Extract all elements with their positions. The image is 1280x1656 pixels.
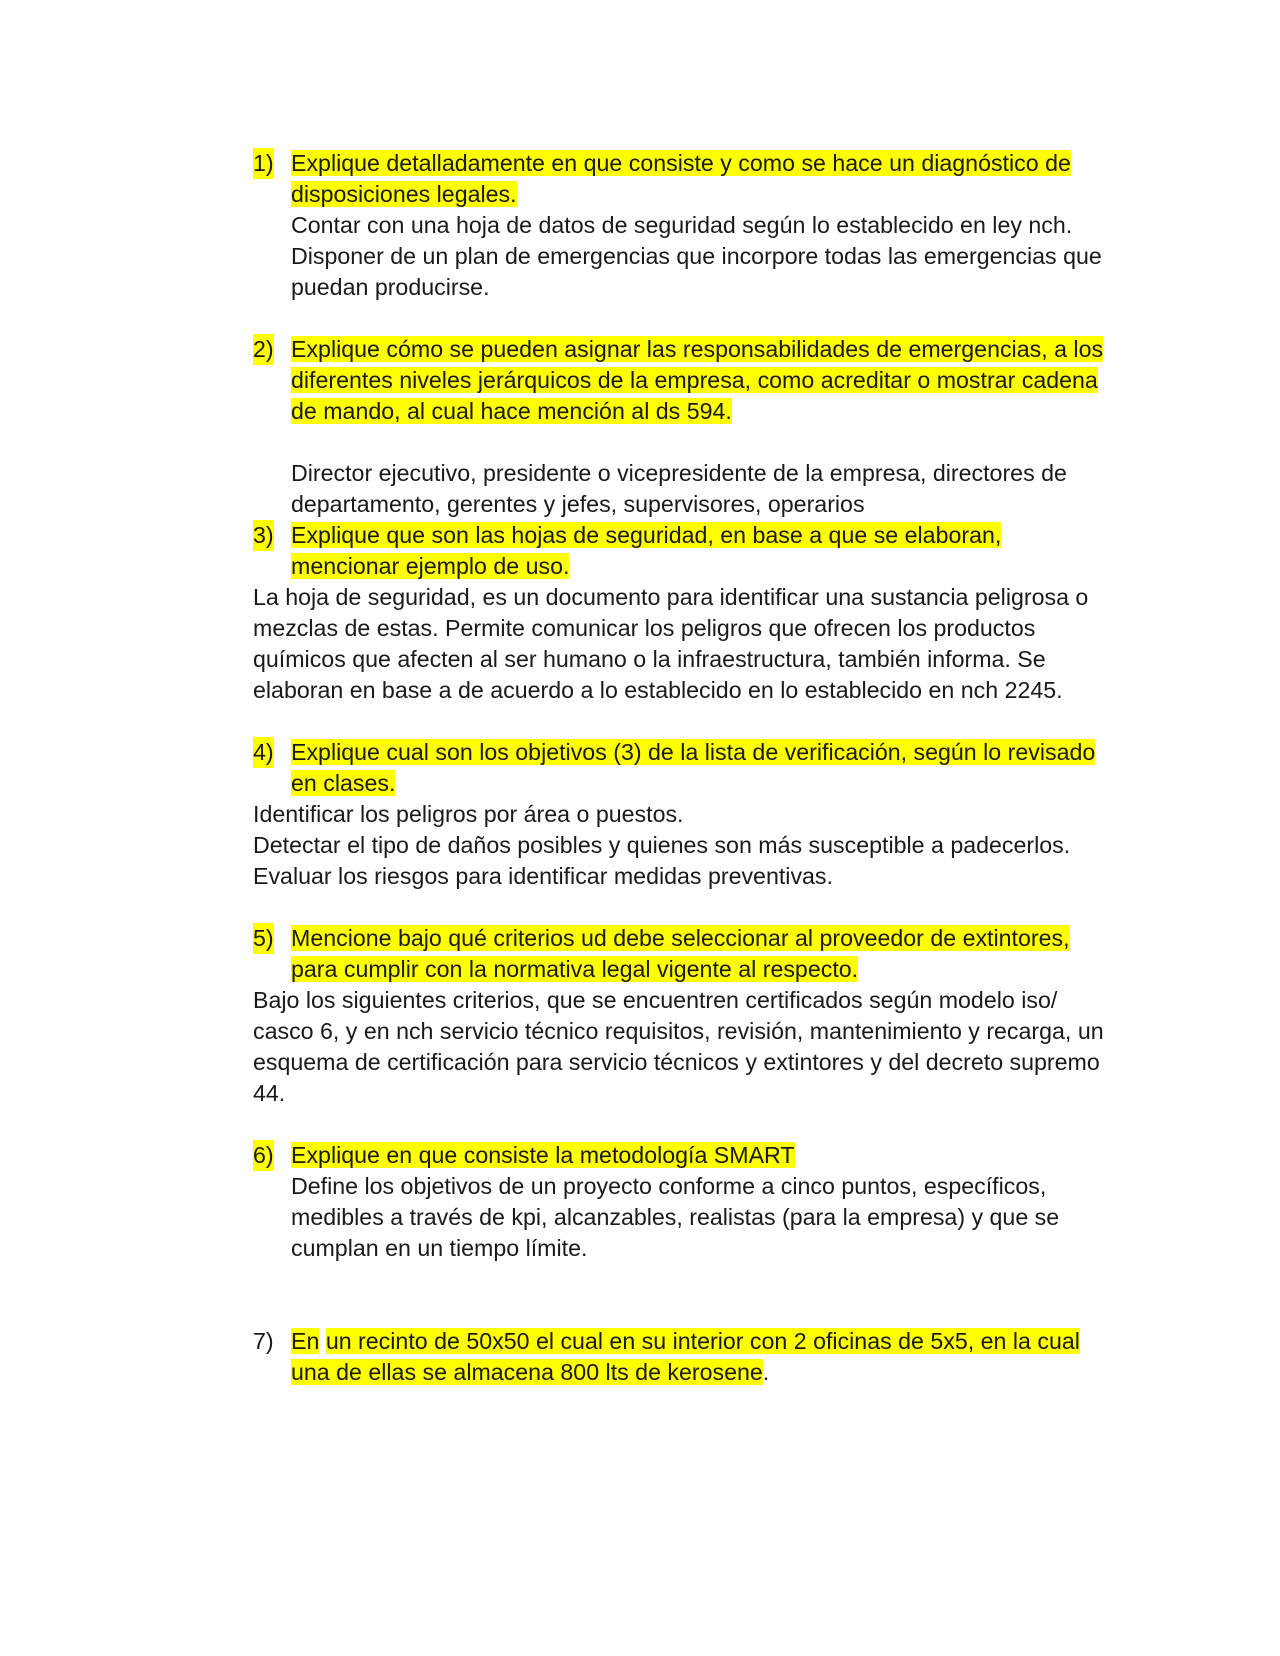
question-6 bbox=[253, 1140, 1113, 1171]
answer-line: Contar con una hoja de datos de seguridad según lo establecido en ley nch. bbox=[291, 212, 1073, 238]
question-5 bbox=[253, 923, 1113, 985]
question-text: Explique cual son los objetivos (3) de la lista de verificación, según lo revisado en clases. bbox=[291, 739, 1096, 796]
answer-paragraph: La hoja de seguridad, es un documento para identificar una sustancia peligrosa o mezclas de estas. Permite comunicar los peligros que ofrecen los productos químicos que afecten al ser humano o la infraestructura, también informa. Se elaboran en base a de acuerdo a lo establecido en lo establecido en nch 2245. bbox=[253, 584, 1089, 703]
answer-line: Detectar el tipo de daños posibles y quienes son más susceptible a padecerlos. bbox=[253, 832, 1071, 858]
answer-line: Disponer de un plan de emergencias que incorpore todas las emergencias que puedan producirse. bbox=[291, 243, 1102, 300]
question-3 bbox=[253, 520, 1113, 582]
question-text-part: un recinto de 50x50 el cual en su interior con 2 oficinas de 5x5, en la cual una de ellas se almacena 800 lts de kerosene bbox=[291, 1328, 1080, 1385]
question-number: 3) bbox=[253, 520, 274, 551]
question-4 bbox=[253, 737, 1113, 799]
question-number: 4) bbox=[253, 737, 274, 768]
question-number: 2) bbox=[253, 334, 274, 365]
answer-paragraph: Bajo los siguientes criterios, que se encuentren certificados según modelo iso/ casco 6, y en nch servicio técnico requisitos, revisión, mantenimiento y recarga, un esquema de certificación para servicio técnicos y extintores y del decreto supremo 44. bbox=[253, 987, 1104, 1106]
question-text: Explique en que consiste la metodología SMART bbox=[291, 1142, 795, 1168]
answer-line: Identificar los peligros por área o puestos. bbox=[253, 801, 684, 827]
question-1 bbox=[253, 148, 1113, 210]
answer-line: Evaluar los riesgos para identificar medidas preventivas. bbox=[253, 863, 833, 889]
question-text: Explique que son las hojas de seguridad, en base a que se elaboran, mencionar ejemplo de uso. bbox=[291, 522, 1002, 579]
question-number: 1) bbox=[253, 148, 274, 179]
question-text: Explique cómo se pueden asignar las responsabilidades de emergencias, a los diferentes niveles jerárquicos de la empresa, como acreditar o mostrar cadena de mando, al cual hace mención al ds 594. bbox=[291, 336, 1104, 424]
question-number: 6) bbox=[253, 1140, 274, 1171]
question-text: Mencione bajo qué criterios ud debe seleccionar al proveedor de extintores, para cumplir con la normativa legal vigente al respecto. bbox=[291, 925, 1070, 982]
question-text-part: En bbox=[291, 1328, 320, 1354]
question-text-end: . bbox=[762, 1359, 770, 1385]
question-7 bbox=[253, 1326, 1113, 1388]
document-page bbox=[253, 148, 1113, 1388]
answer-paragraph: Define los objetivos de un proyecto conforme a cinco puntos, específicos, medibles a través de kpi, alcanzables, realistas (para la empresa) y que se cumplan en un tiempo límite. bbox=[291, 1173, 1060, 1261]
question-number: 5) bbox=[253, 923, 274, 954]
question-2 bbox=[253, 334, 1113, 427]
answer-line: Director ejecutivo, presidente o vicepresidente de la empresa, directores de departamento, gerentes y jefes, supervisores, operarios bbox=[291, 460, 1067, 517]
question-text: Explique detalladamente en que consiste y como se hace un diagnóstico de disposiciones legales. bbox=[291, 150, 1071, 207]
question-number: 7) bbox=[253, 1328, 274, 1354]
